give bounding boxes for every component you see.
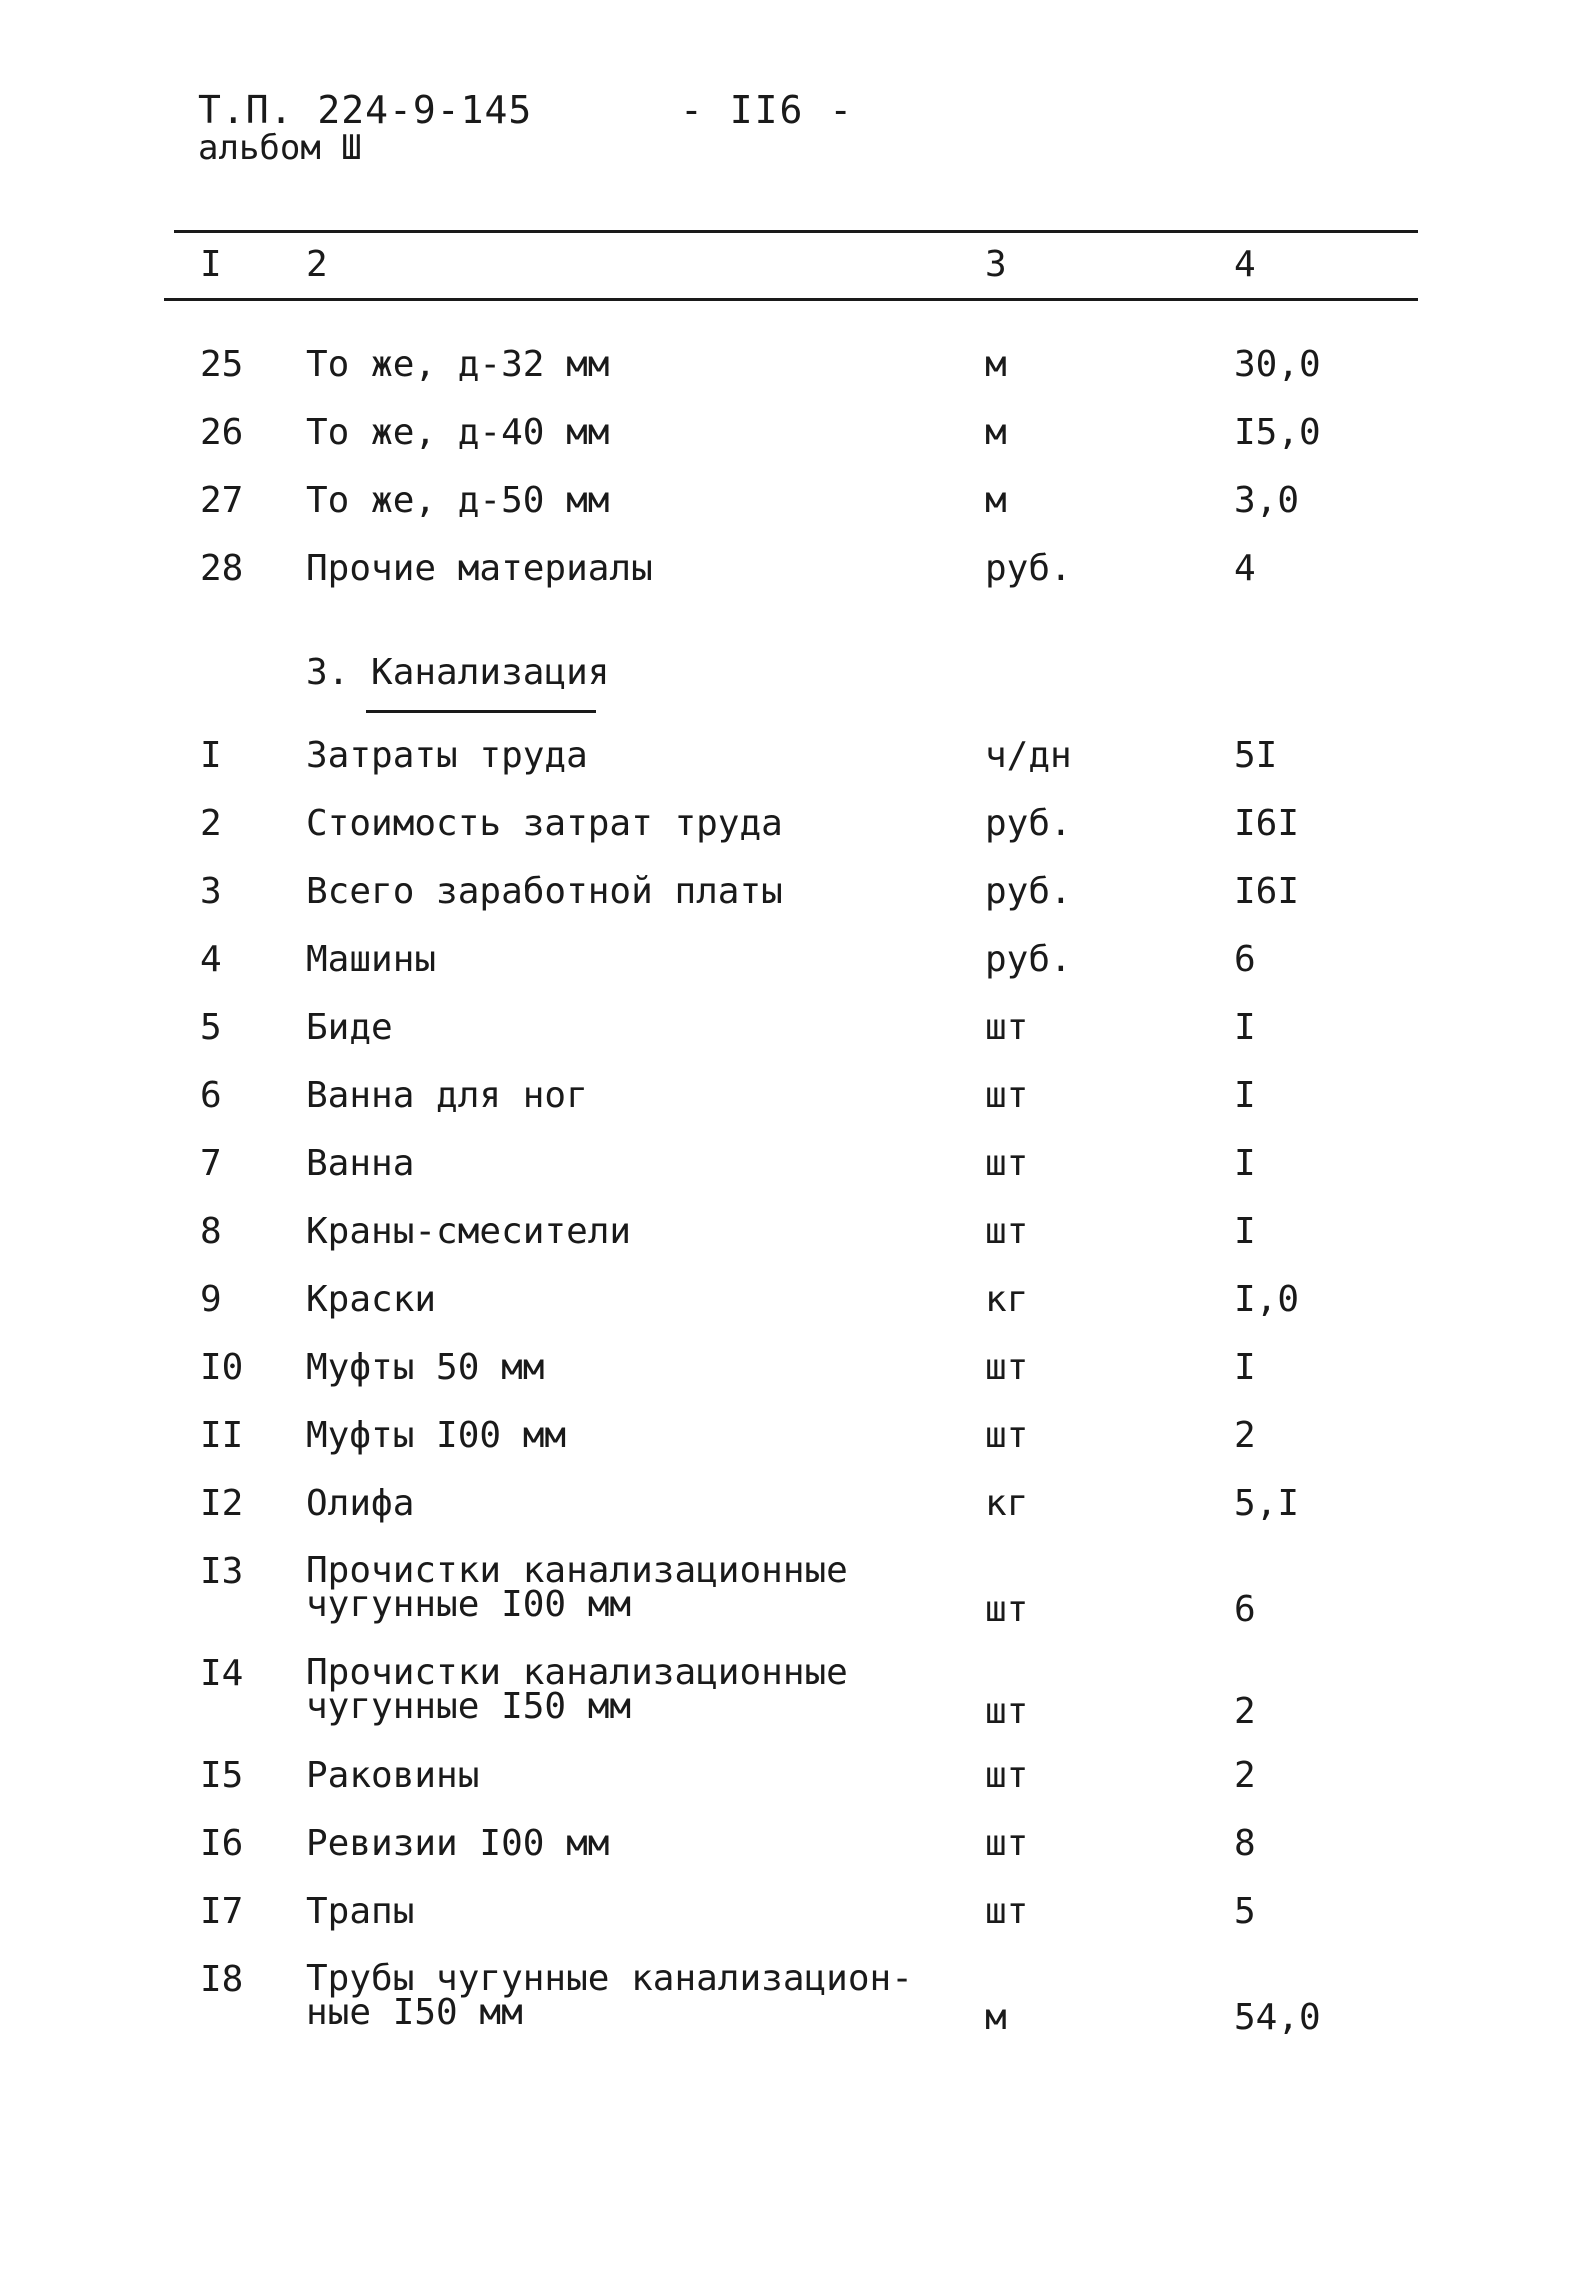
item-name: Муфты 50 мм: [306, 1347, 545, 1388]
album-label: альбом Ш: [198, 128, 362, 168]
row-number: I: [200, 735, 222, 776]
table-row: [0, 1415, 1575, 1484]
item-unit: кг: [985, 1483, 1029, 1524]
row-number: 6: [200, 1075, 222, 1116]
item-name: Краски: [306, 1279, 437, 1320]
table-row: [0, 1007, 1575, 1076]
item-unit: шт: [985, 1823, 1029, 1864]
item-name: Прочистки канализационные чугунные I00 мм: [306, 1550, 848, 1625]
item-unit: шт: [985, 1075, 1029, 1116]
item-quantity: 2: [1234, 1691, 1256, 1732]
item-name: То же, д-32 мм: [306, 344, 610, 385]
item-unit: ч/дн: [985, 735, 1072, 776]
item-quantity: I: [1234, 1143, 1256, 1184]
table-header-rule: [164, 298, 1418, 301]
section-title: 3. Канализация: [306, 652, 610, 693]
item-quantity: 3,0: [1234, 480, 1300, 521]
table-row: [0, 1211, 1575, 1280]
item-unit: руб.: [985, 548, 1072, 589]
item-name: Краны-смесители: [306, 1211, 632, 1252]
item-name: Затраты труда: [306, 735, 588, 776]
row-number: 5: [200, 1007, 222, 1048]
item-name: Раковины: [306, 1755, 480, 1796]
item-name: Ванна: [306, 1143, 415, 1184]
section-title-underline: [366, 710, 596, 713]
table-row: [0, 1550, 1575, 1630]
column-header-2: 2: [306, 244, 328, 285]
item-name: Ванна для ног: [306, 1075, 588, 1116]
row-number: I8: [200, 1959, 244, 2000]
item-name: Биде: [306, 1007, 393, 1048]
item-unit: шт: [985, 1891, 1029, 1932]
item-unit: м: [985, 344, 1007, 385]
item-name: Машины: [306, 939, 437, 980]
item-unit: м: [985, 1997, 1007, 2038]
table-row: [0, 1143, 1575, 1212]
table-row: [0, 480, 1575, 549]
section-heading: [306, 652, 609, 693]
row-number: 25: [200, 344, 244, 385]
item-unit: шт: [985, 1691, 1029, 1732]
table-row: [0, 1755, 1575, 1824]
item-quantity: I: [1234, 1211, 1256, 1252]
table-row: [0, 1347, 1575, 1416]
item-name: Трубы чугунные канализацион- ные I50 мм: [306, 1958, 913, 2033]
item-quantity: 30,0: [1234, 344, 1321, 385]
row-number: 27: [200, 480, 244, 521]
table-top-rule: [174, 230, 1418, 233]
item-unit: шт: [985, 1755, 1029, 1796]
row-number: I6: [200, 1823, 244, 1864]
row-number: 2: [200, 803, 222, 844]
item-quantity: 5,I: [1234, 1483, 1300, 1524]
project-code: Т.П. 224-9-145: [198, 88, 533, 132]
item-name: Прочие материалы: [306, 548, 653, 589]
row-number: 4: [200, 939, 222, 980]
row-number: 7: [200, 1143, 222, 1184]
item-unit: руб.: [985, 939, 1072, 980]
item-quantity: 6: [1234, 939, 1256, 980]
item-quantity: I6I: [1234, 803, 1300, 844]
item-quantity: 8: [1234, 1823, 1256, 1864]
item-name: Стоимость затрат труда: [306, 803, 783, 844]
table-row: [0, 412, 1575, 481]
item-unit: кг: [985, 1279, 1029, 1320]
item-name: Ревизии I00 мм: [306, 1823, 610, 1864]
item-name: Прочистки канализационные чугунные I50 мм: [306, 1652, 848, 1727]
item-unit: шт: [985, 1007, 1029, 1048]
item-quantity: I: [1234, 1075, 1256, 1116]
column-header-3: 3: [985, 244, 1007, 285]
row-number: II: [200, 1415, 244, 1456]
table-row: [0, 1891, 1575, 1960]
item-quantity: I: [1234, 1347, 1256, 1388]
item-unit: м: [985, 412, 1007, 453]
item-name: Всего заработной платы: [306, 871, 783, 912]
column-header-1: I: [200, 244, 222, 285]
row-number: 8: [200, 1211, 222, 1252]
table-row: [0, 803, 1575, 872]
table-row: [0, 344, 1575, 413]
item-quantity: 2: [1234, 1415, 1256, 1456]
table-row: [0, 1958, 1575, 2038]
row-number: I5: [200, 1755, 244, 1796]
item-quantity: 4: [1234, 548, 1256, 589]
row-number: 3: [200, 871, 222, 912]
row-number: I2: [200, 1483, 244, 1524]
item-quantity: I: [1234, 1007, 1256, 1048]
item-quantity: 2: [1234, 1755, 1256, 1796]
row-number: I7: [200, 1891, 244, 1932]
table-row: [0, 1075, 1575, 1144]
table-row: [0, 939, 1575, 1008]
item-unit: шт: [985, 1211, 1029, 1252]
item-unit: шт: [985, 1415, 1029, 1456]
page-number: - II6 -: [680, 88, 855, 132]
item-name: Трапы: [306, 1891, 415, 1932]
item-unit: шт: [985, 1347, 1029, 1388]
table-row: [0, 1652, 1575, 1732]
table-row: [0, 1279, 1575, 1348]
column-header-4: 4: [1234, 244, 1256, 285]
row-number: 26: [200, 412, 244, 453]
item-name: Муфты I00 мм: [306, 1415, 567, 1456]
row-number: I3: [200, 1551, 244, 1592]
item-name: То же, д-40 мм: [306, 412, 610, 453]
table-row: [0, 1823, 1575, 1892]
item-unit: руб.: [985, 803, 1072, 844]
item-unit: м: [985, 480, 1007, 521]
item-quantity: I6I: [1234, 871, 1300, 912]
table-row: [0, 871, 1575, 940]
item-unit: шт: [985, 1589, 1029, 1630]
item-quantity: 5I: [1234, 735, 1278, 776]
table-row: [0, 735, 1575, 804]
item-quantity: I,0: [1234, 1279, 1300, 1320]
item-quantity: 54,0: [1234, 1997, 1321, 2038]
item-name: То же, д-50 мм: [306, 480, 610, 521]
item-name: Олифа: [306, 1483, 415, 1524]
table-row: [0, 548, 1575, 617]
row-number: 9: [200, 1279, 222, 1320]
item-unit: шт: [985, 1143, 1029, 1184]
row-number: I4: [200, 1653, 244, 1694]
row-number: I0: [200, 1347, 244, 1388]
item-quantity: 6: [1234, 1589, 1256, 1630]
table-row: [0, 1483, 1575, 1552]
row-number: 28: [200, 548, 244, 589]
item-quantity: I5,0: [1234, 412, 1321, 453]
item-unit: руб.: [985, 871, 1072, 912]
item-quantity: 5: [1234, 1891, 1256, 1932]
